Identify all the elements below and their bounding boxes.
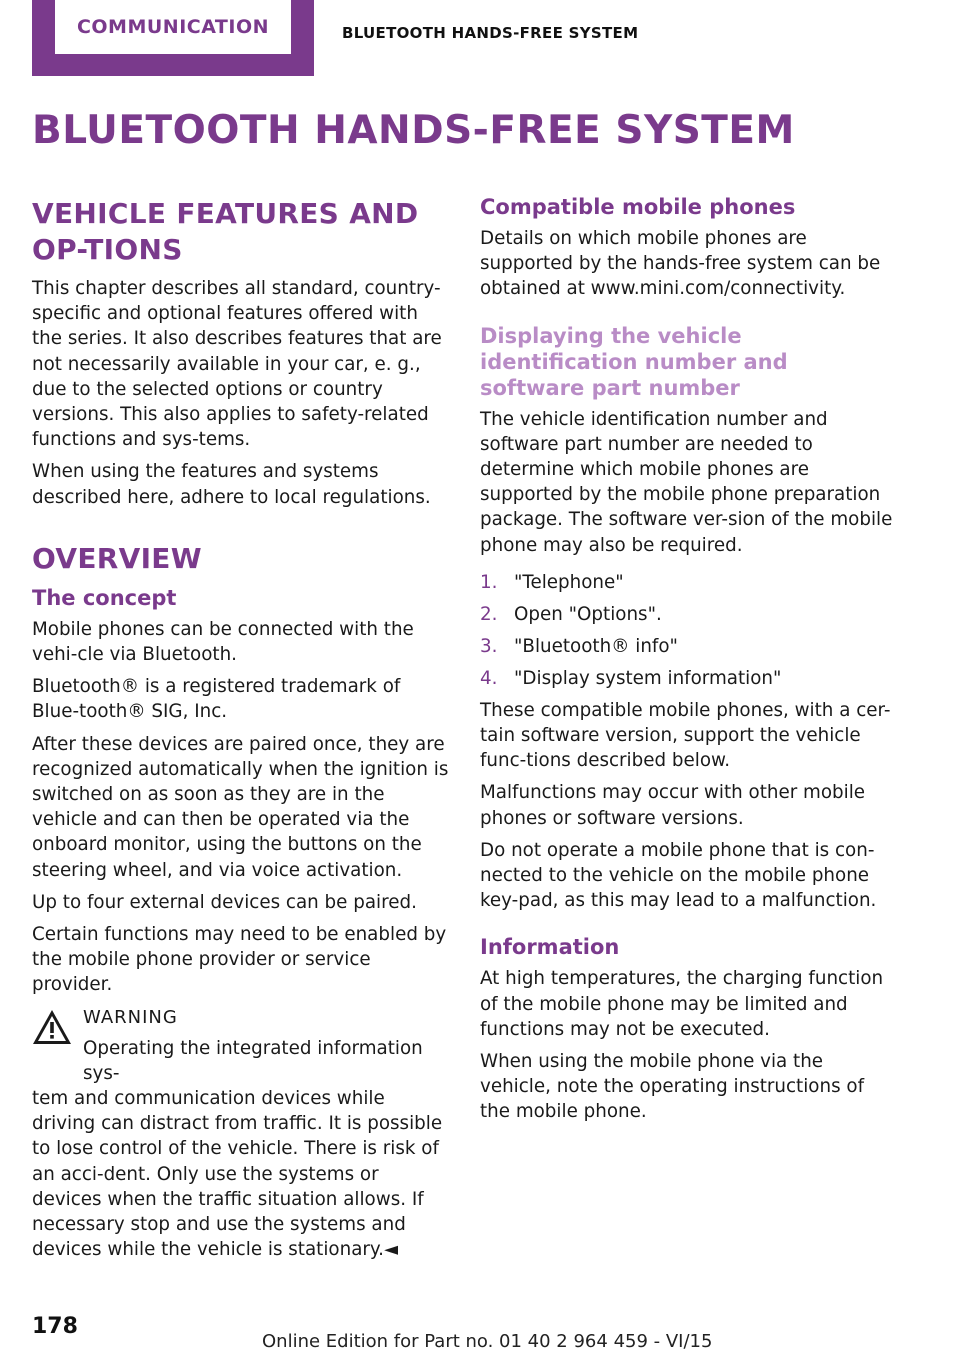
warning-text-first-line: Operating the integrated information sys- <box>83 1037 423 1084</box>
edition-footer: Online Edition for Part no. 01 40 2 964 459 - VI/15 <box>262 1331 713 1352</box>
steps-list <box>480 570 898 691</box>
vehicle-regulations-paragraph: When using the features and systems described here, adhere to local regulations. <box>32 461 431 508</box>
vehicle-features-heading: VEHICLE FEATURES AND OP-TIONS <box>32 197 419 266</box>
warning-text: tem and communication devices while driving can distract from traffic. It is possible to lose control of the vehicle. There is risk of an acci-dent. Only use the systems or devices when the traffic situation allows. If necessary stop and use the systems and devices while the vehicle is stationary.◄ <box>32 1088 443 1261</box>
right-column <box>480 194 898 1132</box>
step-text: Open "Options". <box>514 603 662 625</box>
malfunctions-paragraph: Malfunctions may occur with other mobile phones or software versions. <box>480 782 866 829</box>
left-column <box>32 196 450 1270</box>
operating-instructions-paragraph: When using the mobile phone via the vehicle, note the operating instructions of the mobile phone. <box>480 1051 865 1123</box>
vehicle-features-paragraph: This chapter describes all standard, country-specific and optional features offered with the series. It also describes features that are not necessarily available in your car, e. g., due to the selected options or country versions. This also applies to safety-related functions and sys-tems. <box>32 278 442 451</box>
concept-paragraph: Mobile phones can be connected with the vehi-cle via Bluetooth. <box>32 618 414 666</box>
provider-paragraph: Certain functions may need to be enabled by the mobile phone provider or service provider. <box>32 924 447 996</box>
trademark-paragraph: Bluetooth® is a registered trademark of Blue-tooth® SIG, Inc. <box>32 676 401 723</box>
step-text: "Display system information" <box>514 667 782 689</box>
keypad-paragraph: Do not operate a mobile phone that is con-nected to the vehicle on the mobile phone key-pad, as this may lead to a malfunction. <box>480 839 877 912</box>
device-count-paragraph: Up to four external devices can be paired. <box>32 891 417 913</box>
step-number: 4. <box>480 667 498 689</box>
warning-triangle-icon <box>32 1009 72 1045</box>
compatible-phones-heading: Compatible mobile phones <box>480 195 796 219</box>
page-title: BLUETOOTH HANDS-FREE SYSTEM <box>32 108 795 153</box>
warning-box <box>32 1005 450 1086</box>
warning-label: WARNING <box>83 1006 178 1028</box>
step-number: 1. <box>480 571 498 593</box>
information-heading: Information <box>480 935 620 960</box>
overview-heading: OVERVIEW <box>32 541 202 575</box>
chapter-tab-label: COMMUNICATION <box>55 0 291 54</box>
concept-heading: The concept <box>32 585 177 610</box>
pairing-paragraph: After these devices are paired once, they are recognized automatically when the ignition is switched on as soon as they are in the vehicle and can then be operated via the onboard monitor, using the buttons on the steering wheel, and via voice activation. <box>32 733 449 881</box>
step-text: "Telephone" <box>514 571 624 593</box>
list-item <box>480 666 898 691</box>
list-item <box>480 634 898 659</box>
section-label: BLUETOOTH HANDS-FREE SYSTEM <box>342 24 639 42</box>
compatible-functions-paragraph: These compatible mobile phones, with a cer-tain software version, support the vehicle func-tions described below. <box>480 699 891 772</box>
list-item <box>480 602 898 627</box>
compatible-phones-paragraph: Details on which mobile phones are supported by the hands-free system can be obtained at www.mini.com/connectivity. <box>480 228 881 300</box>
step-text: "Bluetooth® info" <box>514 635 678 657</box>
step-number: 3. <box>480 635 498 657</box>
list-item <box>480 570 898 595</box>
charging-paragraph: At high temperatures, the charging function of the mobile phone may be limited and functions may not be executed. <box>480 968 884 1040</box>
display-vin-heading: Displaying the vehicle identification number and software part number <box>480 323 788 400</box>
step-number: 2. <box>480 603 498 625</box>
display-vin-paragraph: The vehicle identification number and software part number are needed to determine which mobile phones are supported by the mobile phone preparation package. The software ver-sion of the mobile phone may also be required. <box>480 408 893 556</box>
page-number: 178 <box>32 1314 78 1339</box>
